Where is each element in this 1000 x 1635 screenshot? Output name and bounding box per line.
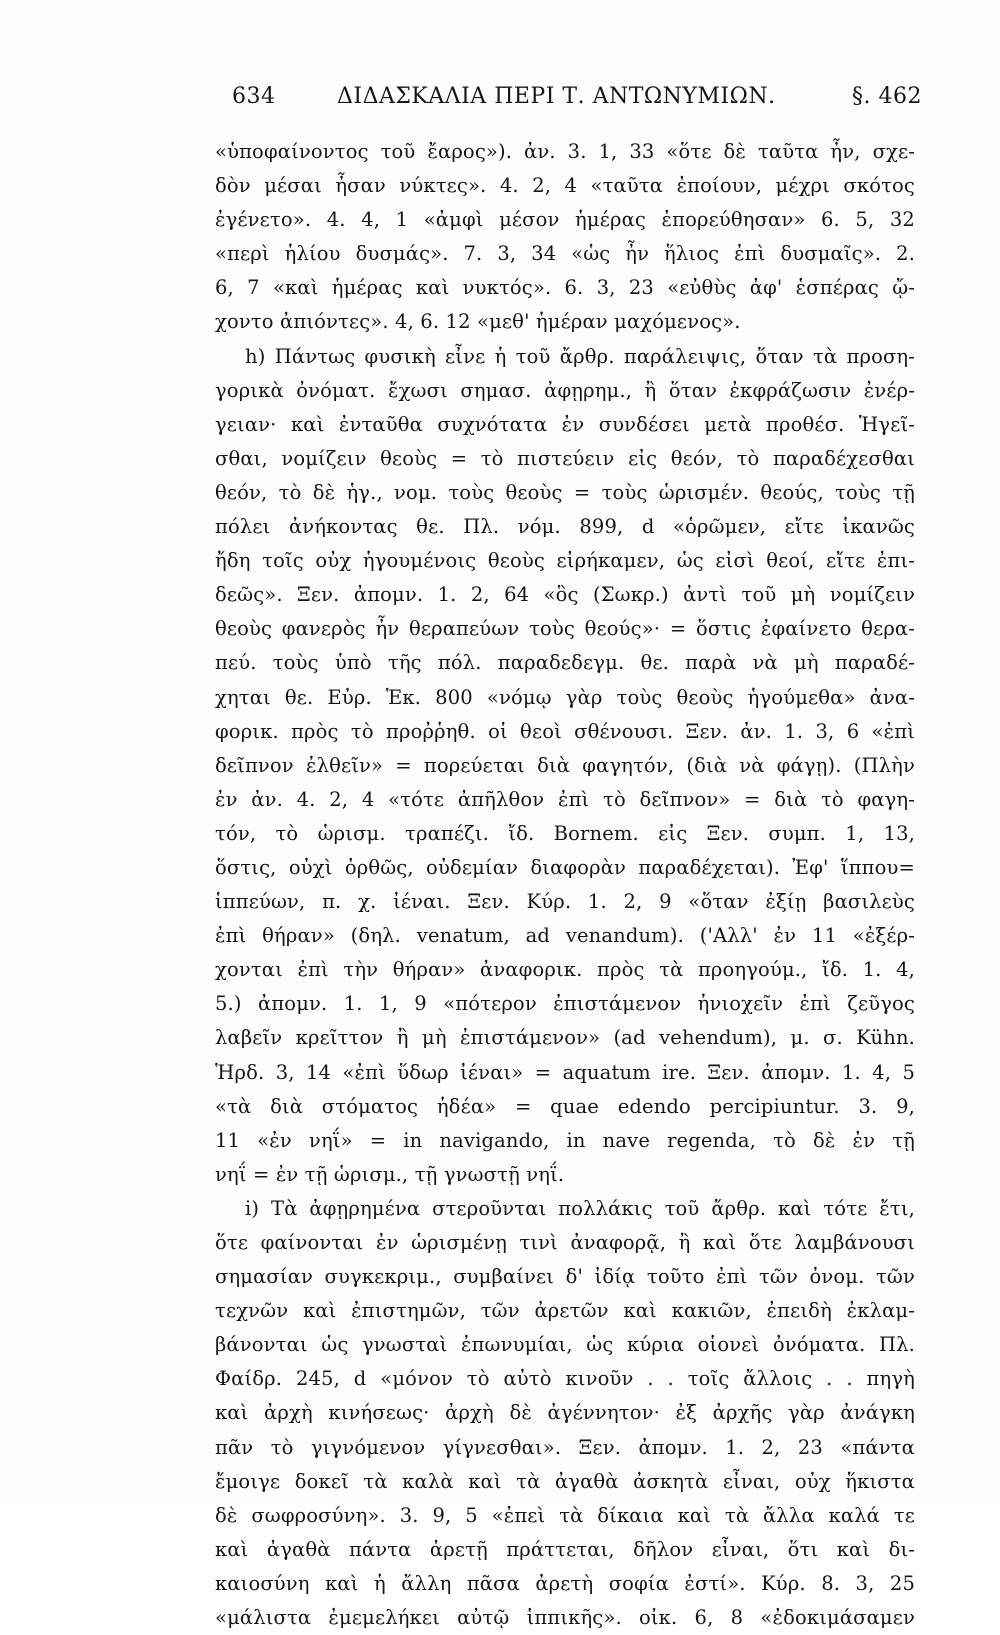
text-line: τόν, τὸ ὡρισμ. τραπέζι. ἴδ. Bornem. εἰς Ξεν. συμπ. 1, 13, bbox=[215, 821, 915, 845]
text-line: «τὰ διὰ στόματος ἡδέα» = quae edendo percipiuntur. 3. 9, bbox=[215, 1094, 915, 1118]
paragraph-h-start: h) Πάντως φυσικὴ εἶνε ἡ τοῦ ἄρθρ. παράλειψις, ὅταν τὰ προση- bbox=[245, 344, 915, 368]
text-line: σθαι, νομίζειν θεοὺς = τὸ πιστεύειν εἰς θεόν, τὸ παραδέχεσθαι bbox=[215, 446, 915, 470]
text-line: γορικὰ ὀνόματ. ἔχωσι σημασ. ἀφῃρημ., ἢ ὅταν ἐκφράζωσιν ἐνέρ- bbox=[215, 378, 915, 402]
page-number: 634 bbox=[232, 84, 276, 109]
text-line: «περὶ ἡλίου δυσμάς». 7. 3, 34 «ὡς ἦν ἥλιος ἐπὶ δυσμαῖς». 2. bbox=[215, 242, 915, 266]
text-body bbox=[215, 135, 915, 1635]
text-line: δεῶς». Ξεν. ἀπομν. 1. 2, 64 «ὃς (Σωκρ.) ἀντὶ τοῦ μὴ νομίζειν bbox=[215, 583, 915, 607]
text-line: ἱππεύων, π. χ. ἰέναι. Ξεν. Κύρ. 1. 2, 9 «ὅταν ἐξίῃ βασιλεὺς bbox=[215, 890, 915, 914]
text-line: πᾶν τὸ γιγνόμενον γίγνεσθαι». Ξεν. ἀπομν. 1. 2, 23 «πάντα bbox=[215, 1435, 915, 1459]
text-line: καὶ ἀρχὴ κινήσεως· ἀρχὴ δὲ ἀγέννητον· ἐξ ἀρχῆς γὰρ ἀνάγκη bbox=[215, 1401, 915, 1425]
text-line: δὸν μέσαι ἦσαν νύκτες». 4. 2, 4 «ταῦτα ἐποίουν, μέχρι σκότος bbox=[215, 174, 915, 198]
text-line: ἐν ἀν. 4. 2, 4 «τότε ἀπῆλθον ἐπὶ τὸ δεῖπνον» = διὰ τὸ φαγη- bbox=[215, 787, 915, 811]
running-title: ΔΙΔΑΣΚΑΛΙΑ ΠΕΡΙ Τ. ΑΝΤΩΝΥΜΙΩΝ. bbox=[337, 84, 776, 109]
text-line: ἐπὶ θήραν» (δηλ. venatum, ad venandum). ('Αλλ' ἐν 11 «ἐξέρ- bbox=[215, 924, 915, 948]
text-line: νηΐ = ἐν τῇ ὡρισμ., τῇ γνωστῇ νηΐ. bbox=[215, 1162, 565, 1186]
text-line: «μάλιστα ἐμεμελήκει αὐτῷ ἱππικῆς». οἰκ. 6, 8 «ἐδοκιμάσαμεν bbox=[215, 1606, 915, 1630]
text-line: φορικ. πρὸς τὸ προῤῥηθ. οἱ θεοὶ σθένουσι. Ξεν. ἀν. 1. 3, 6 «ἐπὶ bbox=[215, 719, 915, 743]
text-line: ὅστις, οὐχὶ ὀρθῶς, οὐδεμίαν διαφορὰν παραδέχεται). Ἐφ' ἵππου= bbox=[215, 855, 915, 879]
text-line: γειαν· καὶ ἐνταῦθα συχνότατα ἐν συνδέσει μετὰ προθέσ. Ἡγεῖ- bbox=[215, 412, 915, 436]
text-line: σημασίαν συγκεκριμ., συμβαίνει δ' ἰδίᾳ τοῦτο ἐπὶ τῶν ὀνομ. τῶν bbox=[215, 1265, 915, 1289]
text-line: θεόν, τὸ δὲ ἡγ., νομ. τοὺς θεοὺς = τοὺς ὡρισμέν. θεούς, τοὺς τῇ bbox=[215, 480, 915, 504]
text-line: τεχνῶν καὶ ἐπιστημῶν, τῶν ἀρετῶν καὶ κακιῶν, ἐπειδὴ ἐκλαμ- bbox=[215, 1299, 915, 1323]
text-line: δεῖπνον ἐλθεῖν» = πορεύεται διὰ φαγητόν, (διὰ νὰ φάγῃ). (Πλὴν bbox=[215, 753, 915, 777]
paragraph-i-start: i) Τὰ ἀφῃρημένα στεροῦνται πολλάκις τοῦ ἄρθρ. καὶ τότε ἔτι, bbox=[245, 1196, 915, 1220]
text-line: χοντο ἀπιόντες». 4, 6. 12 «μεθ' ἡμέραν μαχόμενος». bbox=[215, 310, 741, 334]
section-number: §. 462 bbox=[852, 84, 922, 109]
text-line: λαβεῖν κρεῖττον ἢ μὴ ἐπιστάμενον» (ad vehendum), μ. σ. Kühn. bbox=[215, 1026, 915, 1050]
text-line: πόλει ἀνήκοντας θε. Πλ. νόμ. 899, d «ὁρῶμεν, εἴτε ἱκανῶς bbox=[215, 515, 915, 539]
text-line: ἔμοιγε δοκεῖ τὰ καλὰ καὶ τὰ ἀγαθὰ ἀσκητὰ εἶναι, οὐχ ἥκιστα bbox=[215, 1469, 915, 1493]
text-line: ἤδη τοῖς οὐχ ἡγουμένοις θεοὺς εἰρήκαμεν, ὡς εἰσὶ θεοί, εἴτε ἐπι- bbox=[215, 549, 915, 573]
text-line: καὶ ἀγαθὰ πάντα ἀρετῇ πράττεται, δῆλον εἶναι, ὅτι καὶ δι- bbox=[215, 1537, 915, 1561]
text-line: χονται ἐπὶ τὴν θήραν» ἀναφορικ. πρὸς τὰ προηγούμ., ἴδ. 1. 4, bbox=[215, 958, 915, 982]
text-line: δὲ σωφροσύνη». 3. 9, 5 «ἐπεὶ τὰ δίκαια καὶ τὰ ἄλλα καλά τε bbox=[215, 1503, 915, 1527]
text-line: καιοσύνη καὶ ἡ ἄλλη πᾶσα ἀρετὴ σοφία ἐστί». Κύρ. 8. 3, 25 bbox=[215, 1571, 915, 1595]
text-line: ἐγένετο». 4. 4, 1 «ἀμφὶ μέσον ἡμέρας ἐπορεύθησαν» 6. 5, 32 bbox=[215, 208, 915, 232]
text-line: βάνονται ὡς γνωσταὶ ἐπωνυμίαι, ὡς κύρια οἱονεὶ ὀνόματα. Πλ. bbox=[215, 1333, 915, 1357]
text-line: 11 «ἐν νηΐ» = in navigando, in nave regenda, τὸ δὲ ἐν τῇ bbox=[215, 1128, 915, 1152]
text-line: Φαίδρ. 245, d «μόνον τὸ αὐτὸ κινοῦν . . τοῖς ἄλλοις . . πηγὴ bbox=[215, 1367, 915, 1391]
text-line: 5.) ἀπομν. 1. 1, 9 «πότερον ἐπιστάμενον ἡνιοχεῖν ἐπὶ ζεῦγος bbox=[215, 992, 915, 1016]
text-line: «ὑποφαίνοντος τοῦ ἔαρος»). ἀν. 3. 1, 33 «ὅτε δὲ ταῦτα ἦν, σχε- bbox=[215, 140, 915, 163]
text-line: ὅτε φαίνονται ἐν ὡρισμένῃ τινὶ ἀναφορᾷ, ἢ καὶ ὅτε λαμβάνουσι bbox=[215, 1231, 915, 1254]
text-line: χηται θε. Εὐρ. Ἑκ. 800 «νόμῳ γὰρ τοὺς θεοὺς ἡγούμεθα» ἀνα- bbox=[215, 685, 915, 709]
text-line: θεοὺς φανερὸς ἦν θεραπεύων τοὺς θεούς»· = ὅστις ἐφαίνετο θερα- bbox=[215, 617, 915, 641]
text-line: 6, 7 «καὶ ἡμέρας καὶ νυκτός». 6. 3, 23 «εὐθὺς ἀφ' ἑσπέρας ᾤ- bbox=[215, 276, 915, 300]
text-line: πεύ. τοὺς ὑπὸ τῆς πόλ. παραδεδεγμ. θε. παρὰ νὰ μὴ παραδέ- bbox=[215, 651, 915, 675]
text-line: Ἡρδ. 3, 14 «ἐπὶ ὕδωρ ἰέναι» = aquatum ire. Ξεν. ἀπομν. 1. 4, 5 bbox=[215, 1060, 915, 1084]
running-header bbox=[232, 84, 922, 120]
